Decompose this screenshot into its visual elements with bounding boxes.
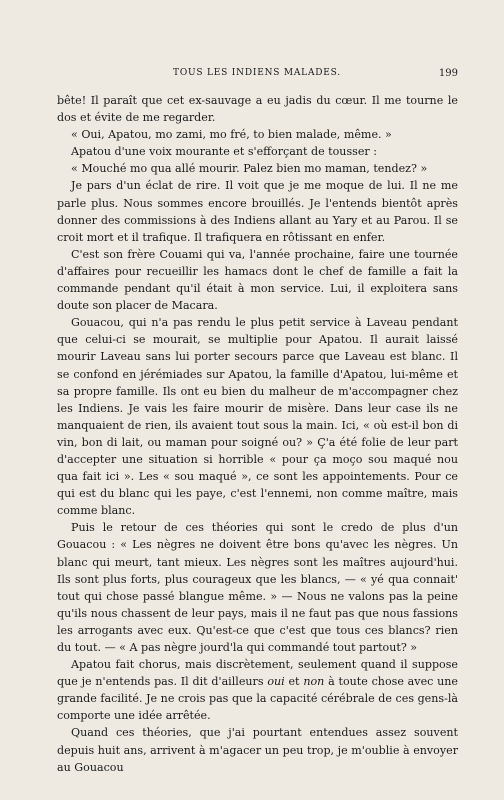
paragraph: bête! Il paraît que cet ex-sauvage a eu jadis du cœur. Il me tourne le dos et évite de me regarder. (57, 94, 458, 125)
paragraph: Apatou d'une voix mourante et s'efforçant de tousser : (71, 145, 377, 159)
paragraph: Je pars d'un éclat de rire. Il voit que je me moque de lui. Il ne me parle plus. Nous sommes encore brouillés. Je l'entends bientôt après donner des commissions à des Indiens allant au Yary et au Parou. Il se croit mort et il trafique. Il trafiquera en rôtissant en enfer. (57, 179, 458, 244)
paragraph-text: à toute chose avec une grande facilité. Je ne crois pas que la capacité cérébrale de ces gens-là comporte une idée arrêtée. (57, 675, 458, 723)
paragraph-text: Apatou fait chorus, mais discrètement, seulement quand il suppose que je n'entends pas. Il dit d'ailleurs (57, 658, 458, 689)
running-title: TOUS LES INDIENS MALADES. (173, 68, 341, 78)
paragraph: « Mouché mo qua allé mourir. Palez bien mo maman, tendez? » (71, 162, 428, 176)
paragraph: Gouacou, qui n'a pas rendu le plus petit service à Laveau pendant que celui-ci se mourait, se multiplie pour Apatou. Il aurait laissé mourir Laveau sans lui porter secours parce que Laveau est blanc. Il se confond en jérémiades sur Apatou, la famille d'Apatou, lui-même et sa propre famille. Ils ont eu bien du malheur de m'accompagner chez les Indiens. Je vais les faire mourir de misère. Dans leur case ils ne manquaient de rien, ils avaient tout sous la main. Ici, « où est-il bon di vin, bon di lait, ou maman pour soigné ou? » Ç'a été folie de leur part d'accepter une situation si horrible « pour ça moço sou maqué nou qua fait ici ». Les « sou maqué », ce sont les appointements. Pour ce qui est du blanc qui les paye, c'est l'ennemi, non comme maître, mais comme blanc. (57, 316, 458, 518)
paragraph: « Oui, Apatou, mo zami, mo fré, to bien malade, même. » (71, 128, 392, 142)
paragraph (57, 656, 458, 724)
emphasis-oui: oui (267, 675, 285, 689)
emphasis-non: non (303, 675, 325, 689)
page-number: 199 (438, 68, 458, 79)
paragraph: Quand ces théories, que j'ai pourtant entendues assez souvent depuis huit ans, arrivent à m'agacer un peu trop, je m'oublie à envoyer au Gouacou (57, 726, 458, 774)
page-body (57, 92, 458, 776)
page-header (56, 68, 458, 84)
paragraph: Puis le retour de ces théories qui sont le credo de plus d'un Gouacou : « Les nègres ne doivent être bons qu'avec les nègres. Un blanc qui meurt, tant mieux. Les nègres sont les maîtres aujourd'hui. Ils sont plus forts, plus courageux que les blancs, — « yé qua connait' tout qui chose passé blangue même. » — Nous ne valons pas la peine qu'ils nous chassent de leur pays, mais il ne faut pas que nous fassions les arrogants avec eux. Qu'est-ce que c'est que tous ces blancs? rien du tout. — « A pas nègre jourd'la qui commandé tout partout? » (57, 521, 458, 654)
paragraph-text: et (284, 675, 304, 689)
paragraph: C'est son frère Couami qui va, l'année prochaine, faire une tournée d'affaires pour recueillir les hamacs dont le chef de famille a fait la commande pendant qu'il était à mon service. Lui, il exploitera sans doute son placer de Macara. (57, 247, 458, 313)
